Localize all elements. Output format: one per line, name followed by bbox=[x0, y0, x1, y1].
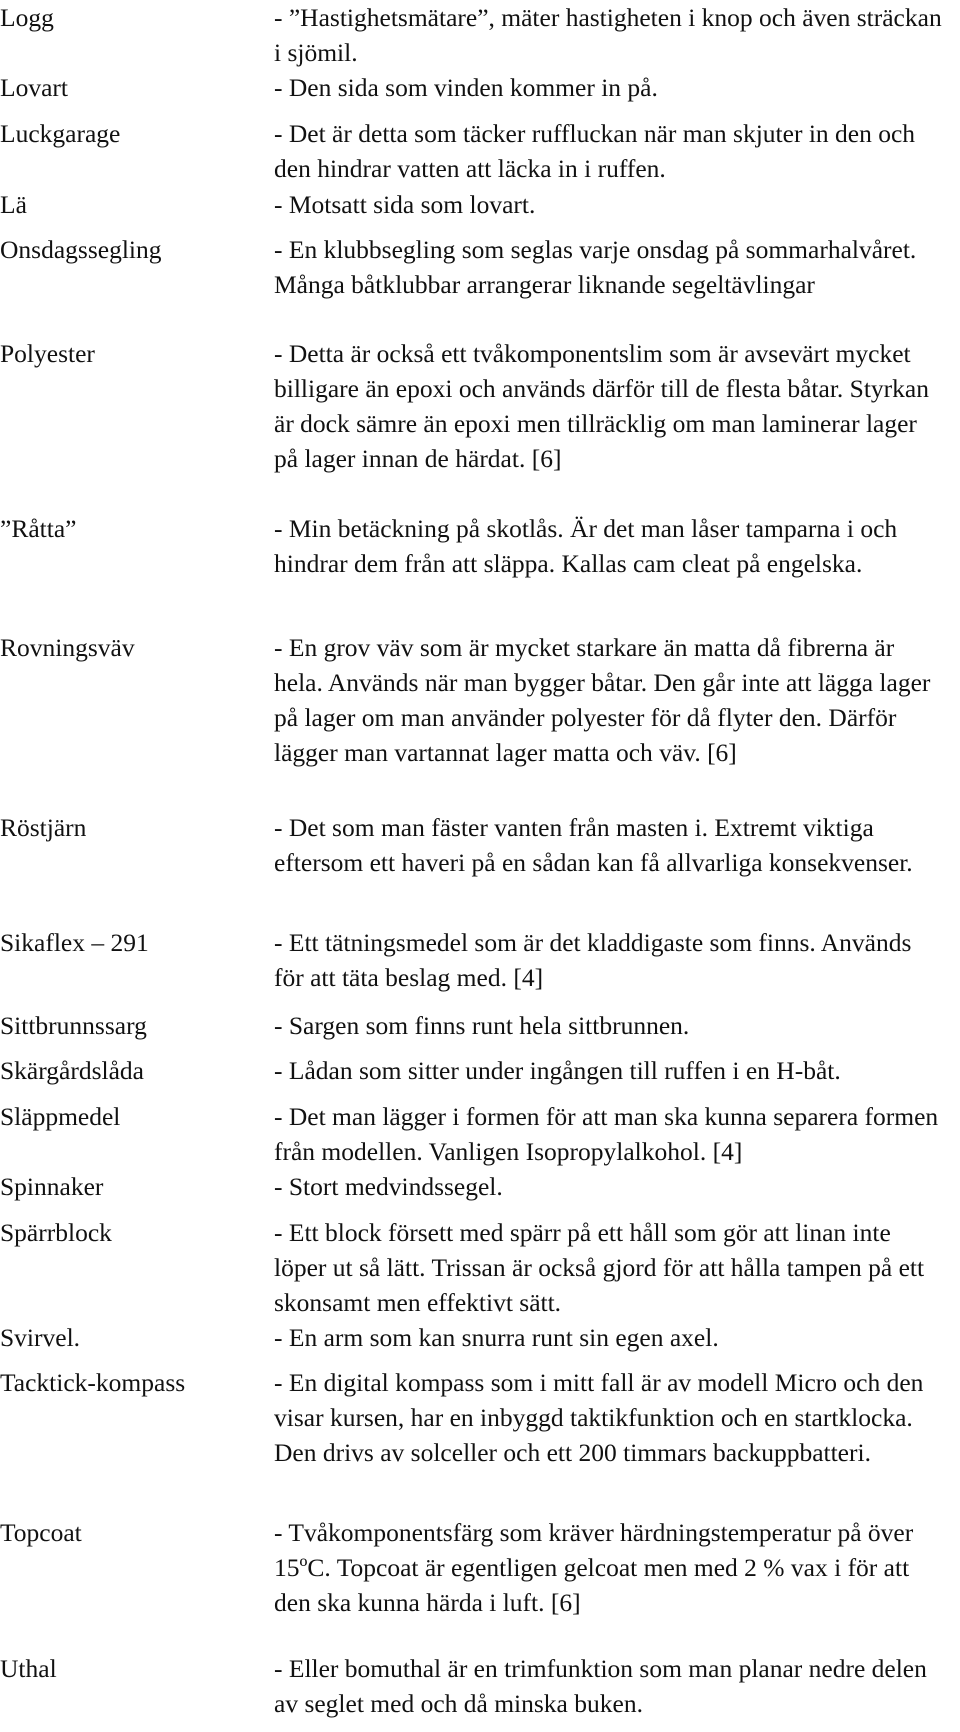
term: Sikaflex – 291 bbox=[0, 928, 149, 957]
glossary-entry-svirvel bbox=[0, 1320, 946, 1355]
glossary-entry-sittbrunnssarg bbox=[0, 1008, 946, 1043]
glossary-entry-uthal bbox=[0, 1651, 946, 1721]
definition: - Ett tätningsmedel som är det kladdigaste som finns. Används för att täta beslag med. [4] bbox=[274, 928, 912, 992]
definition: - Den sida som vinden kommer in på. bbox=[274, 73, 658, 102]
glossary-entry-polyester bbox=[0, 336, 946, 476]
definition: - Ett block försett med spärr på ett håll som gör att linan inte löper ut så lätt. Trissan är också gjord för att hålla tampen på ett skonsamt men effektivt sätt. bbox=[274, 1218, 925, 1317]
term: Logg bbox=[0, 3, 54, 32]
term: Luckgarage bbox=[0, 119, 121, 148]
term: Rovningsväv bbox=[0, 633, 135, 662]
term: Lovart bbox=[0, 73, 68, 102]
glossary-entry-rovningsvav bbox=[0, 630, 946, 770]
definition: - Detta är också ett tvåkomponentslim som är avsevärt mycket billigare än epoxi och används därför till de flesta båtar. Styrkan är dock sämre än epoxi men tillräcklig om man laminerar lager på lager innan de härdat. [6] bbox=[274, 339, 929, 473]
term: Svirvel. bbox=[0, 1323, 81, 1352]
glossary-entry-slappmedel bbox=[0, 1099, 946, 1169]
definition: - Min betäckning på skotlås. Är det man låser tamparna i och hindrar dem från att släppa. Kallas cam cleat på engelska. bbox=[274, 514, 898, 578]
term: ”Råtta” bbox=[0, 514, 77, 543]
definition: - Motsatt sida som lovart. bbox=[274, 190, 536, 219]
glossary-entry-spinnaker bbox=[0, 1169, 946, 1204]
definition: - Sargen som finns runt hela sittbrunnen. bbox=[274, 1011, 690, 1040]
definition: - Det som man fäster vanten från masten i. Extremt viktiga eftersom ett haveri på en sådan kan få allvarliga konsekvenser. bbox=[274, 813, 913, 877]
definition: - Eller bomuthal är en trimfunktion som man planar nedre delen av seglet med och då minska buken. bbox=[274, 1654, 927, 1718]
glossary-entry-sikaflex bbox=[0, 925, 946, 995]
term: Spinnaker bbox=[0, 1172, 104, 1201]
definition: - Stort medvindssegel. bbox=[274, 1172, 503, 1201]
term: Spärrblock bbox=[0, 1218, 112, 1247]
glossary-entry-tacktick-kompass bbox=[0, 1365, 946, 1470]
glossary-entry-lovart bbox=[0, 70, 946, 105]
glossary-entry-la bbox=[0, 187, 946, 222]
definition: - En digital kompass som i mitt fall är av modell Micro och den visar kursen, har en inbyggd taktikfunktion och en startklocka. Den drivs av solceller och ett 200 timmars backuppbatteri. bbox=[274, 1368, 924, 1467]
definition: - En klubbsegling som seglas varje onsdag på sommarhalvåret. Många båtklubbar arrangerar liknande segeltävlingar bbox=[274, 235, 917, 299]
glossary-entry-logg bbox=[0, 0, 946, 70]
term: Uthal bbox=[0, 1654, 57, 1683]
definition: - Lådan som sitter under ingången till ruffen i en H-båt. bbox=[274, 1056, 841, 1085]
term: Släppmedel bbox=[0, 1102, 121, 1131]
term: Topcoat bbox=[0, 1518, 82, 1547]
definition: - Det är detta som täcker ruffluckan när man skjuter in den och den hindrar vatten att läcka in i ruffen. bbox=[274, 119, 916, 183]
term: Lä bbox=[0, 190, 27, 219]
glossary-entry-sparrblock bbox=[0, 1215, 946, 1320]
term: Röstjärn bbox=[0, 813, 87, 842]
definition: - Det man lägger i formen för att man ska kunna separera formen från modellen. Vanligen Isopropylalkohol. [4] bbox=[274, 1102, 939, 1166]
term: Sittbrunnssarg bbox=[0, 1011, 147, 1040]
term: Onsdagssegling bbox=[0, 235, 162, 264]
glossary-entry-skargardslada bbox=[0, 1053, 946, 1088]
term: Skärgårdslåda bbox=[0, 1056, 144, 1085]
glossary-entry-onsdagssegling bbox=[0, 232, 946, 302]
glossary-entry-rostjarn bbox=[0, 810, 946, 880]
term: Tacktick-kompass bbox=[0, 1368, 186, 1397]
definition: - Tvåkomponentsfärg som kräver härdningstemperatur på över 15ºC. Topcoat är egentligen gelcoat men med 2 % vax i för att den ska kunna härda i luft. [6] bbox=[274, 1518, 914, 1617]
glossary-entry-luckgarage bbox=[0, 116, 946, 186]
definition: - En arm som kan snurra runt sin egen axel. bbox=[274, 1323, 719, 1352]
definition: - En grov väv som är mycket starkare än matta då fibrerna är hela. Används när man bygger båtar. Den går inte att lägga lager på lager om man använder polyester för då flyter den. Därför lägger man vartannat lager matta och väv. [6] bbox=[274, 633, 931, 767]
definition: - ”Hastighetsmätare”, mäter hastigheten i knop och även sträckan i sjömil. bbox=[274, 3, 942, 67]
glossary-entry-topcoat bbox=[0, 1515, 946, 1620]
term: Polyester bbox=[0, 339, 95, 368]
glossary-entry-ratta bbox=[0, 511, 946, 581]
